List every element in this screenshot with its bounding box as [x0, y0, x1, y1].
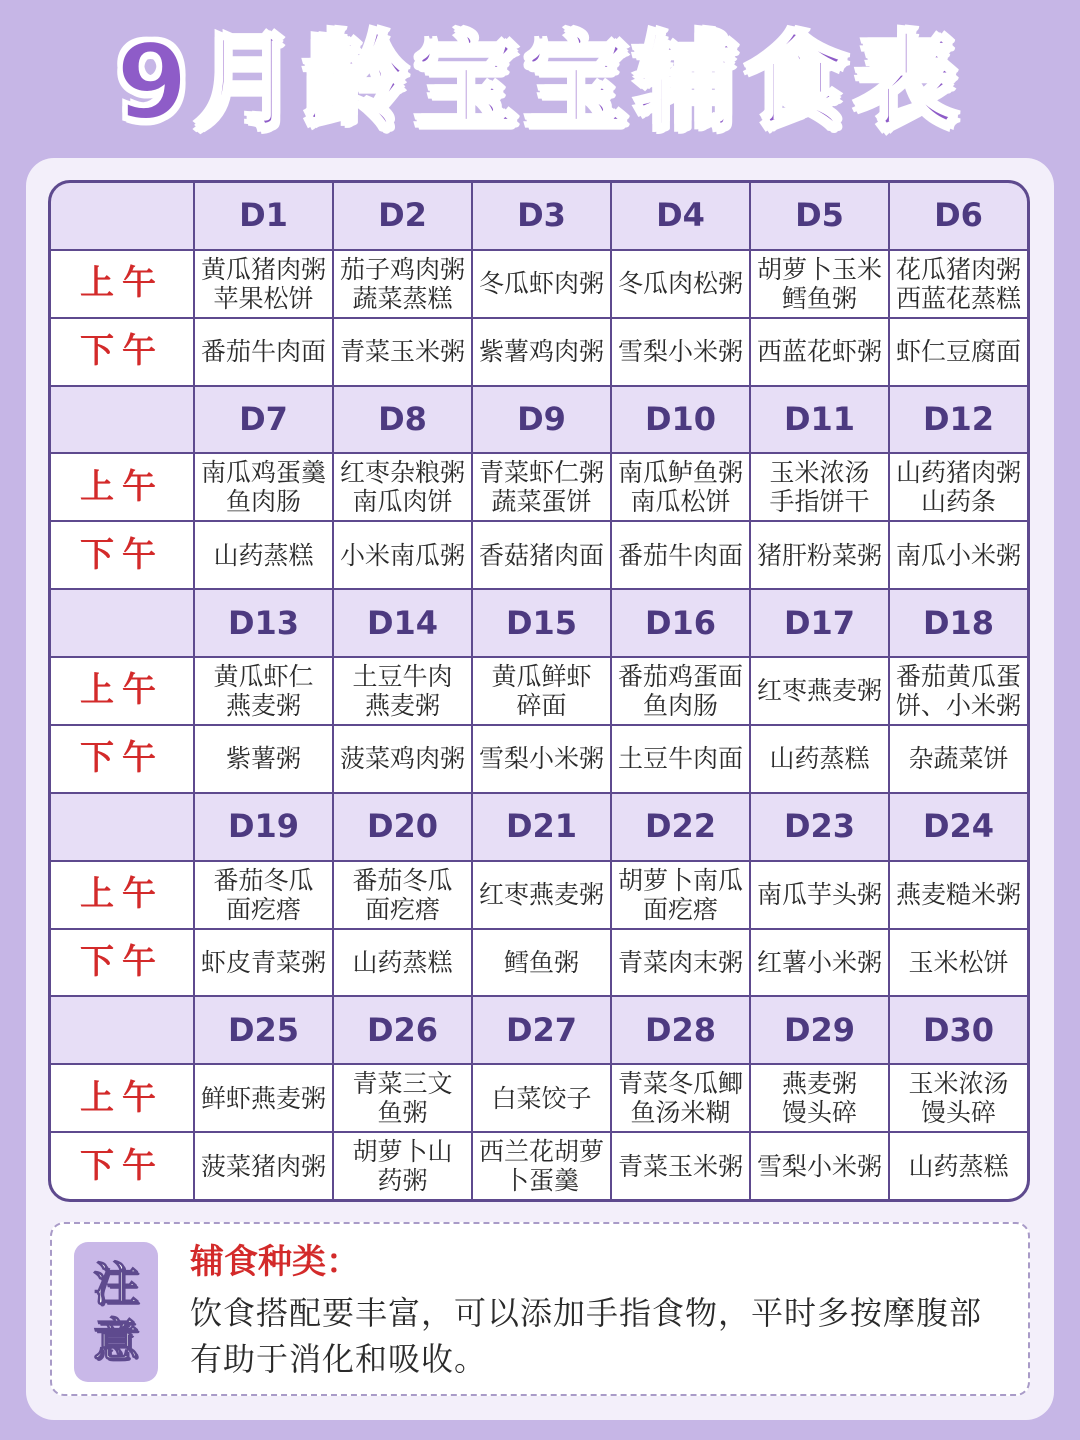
meal-cell-pm: 虾仁豆腐面 — [890, 319, 1027, 385]
meal-cell-am: 玉米浓汤 手指饼干 — [751, 454, 888, 520]
meal-cell-pm: 西兰花胡萝 卜蛋羹 — [473, 1133, 610, 1199]
meal-cell-pm: 番茄牛肉面 — [612, 522, 749, 588]
meal-cell-pm: 玉米松饼 — [890, 930, 1027, 996]
header-corner-cell — [51, 183, 193, 249]
meal-cell-am: 番茄冬瓜 面疙瘩 — [195, 862, 332, 928]
meal-cell-pm: 南瓜小米粥 — [890, 522, 1027, 588]
row-label-am: 上午 — [51, 454, 193, 520]
row-label-am: 上午 — [51, 862, 193, 928]
meal-cell-am: 山药猪肉粥 山药条 — [890, 454, 1027, 520]
meal-cell-am: 红枣杂粮粥 南瓜肉饼 — [334, 454, 471, 520]
header-corner-cell — [51, 387, 193, 453]
meal-cell-pm: 菠菜猪肉粥 — [195, 1133, 332, 1199]
meal-plan-table — [48, 180, 1030, 1202]
day-header: D4 — [612, 183, 749, 249]
meal-cell-pm: 西蓝花虾粥 — [751, 319, 888, 385]
meal-cell-am: 黄瓜猪肉粥 苹果松饼 — [195, 251, 332, 317]
meal-cell-am: 冬瓜肉松粥 — [612, 251, 749, 317]
day-header: D16 — [612, 590, 749, 656]
header-corner-cell — [51, 997, 193, 1063]
row-label-am: 上午 — [51, 658, 193, 724]
day-header: D27 — [473, 997, 610, 1063]
meal-cell-pm: 小米南瓜粥 — [334, 522, 471, 588]
meal-cell-am: 南瓜芋头粥 — [751, 862, 888, 928]
note-badge-bottom: 意 — [93, 1313, 139, 1367]
day-header: D9 — [473, 387, 610, 453]
meal-cell-am: 燕麦粥 馒头碎 — [751, 1065, 888, 1131]
meal-cell-am: 胡萝卜玉米 鳕鱼粥 — [751, 251, 888, 317]
note-heading: 辅食种类： — [190, 1242, 360, 1282]
meal-cell-pm: 雪梨小米粥 — [612, 319, 749, 385]
meal-cell-pm: 雪梨小米粥 — [473, 726, 610, 792]
header-corner-cell — [51, 794, 193, 860]
meal-cell-pm: 紫薯粥 — [195, 726, 332, 792]
day-header: D6 — [890, 183, 1027, 249]
meal-cell-pm: 杂蔬菜饼 — [890, 726, 1027, 792]
meal-cell-pm: 虾皮青菜粥 — [195, 930, 332, 996]
day-header: D15 — [473, 590, 610, 656]
meal-cell-am: 燕麦糙米粥 — [890, 862, 1027, 928]
day-header: D29 — [751, 997, 888, 1063]
day-header: D1 — [195, 183, 332, 249]
row-label-am: 上午 — [51, 251, 193, 317]
meal-cell-am: 南瓜鸡蛋羹 鱼肉肠 — [195, 454, 332, 520]
day-header: D25 — [195, 997, 332, 1063]
row-label-am: 上午 — [51, 1065, 193, 1131]
meal-cell-pm: 红薯小米粥 — [751, 930, 888, 996]
meal-cell-pm: 胡萝卜山 药粥 — [334, 1133, 471, 1199]
meal-cell-am: 番茄冬瓜 面疙瘩 — [334, 862, 471, 928]
row-label-pm: 下午 — [51, 1133, 193, 1199]
page-title: 9月龄宝宝辅食表 — [115, 21, 965, 143]
note-badge — [74, 1242, 158, 1382]
meal-cell-pm: 土豆牛肉面 — [612, 726, 749, 792]
meal-cell-am: 鲜虾燕麦粥 — [195, 1065, 332, 1131]
meal-cell-am: 土豆牛肉 燕麦粥 — [334, 658, 471, 724]
row-label-pm: 下午 — [51, 726, 193, 792]
meal-cell-pm: 青菜玉米粥 — [612, 1133, 749, 1199]
meal-cell-pm: 山药蒸糕 — [751, 726, 888, 792]
meal-cell-am: 花瓜猪肉粥 西蓝花蒸糕 — [890, 251, 1027, 317]
meal-cell-pm: 山药蒸糕 — [195, 522, 332, 588]
meal-cell-pm: 紫薯鸡肉粥 — [473, 319, 610, 385]
day-header: D20 — [334, 794, 471, 860]
day-header: D26 — [334, 997, 471, 1063]
header-corner-cell — [51, 590, 193, 656]
meal-cell-pm: 青菜玉米粥 — [334, 319, 471, 385]
meal-cell-pm: 猪肝粉菜粥 — [751, 522, 888, 588]
note-body: 饮食搭配要丰富，可以添加手指食物，平时多按摩腹部有助于消化和吸收。 — [190, 1294, 983, 1378]
meal-cell-am: 黄瓜鲜虾 碎面 — [473, 658, 610, 724]
day-header: D18 — [890, 590, 1027, 656]
row-label-pm: 下午 — [51, 319, 193, 385]
day-header: D8 — [334, 387, 471, 453]
day-header: D22 — [612, 794, 749, 860]
meal-cell-am: 玉米浓汤 馒头碎 — [890, 1065, 1027, 1131]
day-header: D7 — [195, 387, 332, 453]
day-header: D13 — [195, 590, 332, 656]
meal-cell-am: 红枣燕麦粥 — [473, 862, 610, 928]
row-label-pm: 下午 — [51, 522, 193, 588]
day-header: D19 — [195, 794, 332, 860]
day-header: D24 — [890, 794, 1027, 860]
meal-cell-pm: 香菇猪肉面 — [473, 522, 610, 588]
day-header: D2 — [334, 183, 471, 249]
note-badge-top: 注 — [93, 1257, 139, 1311]
day-header: D3 — [473, 183, 610, 249]
meal-cell-am: 青菜虾仁粥 蔬菜蛋饼 — [473, 454, 610, 520]
day-header: D30 — [890, 997, 1027, 1063]
meal-cell-am: 番茄黄瓜蛋 饼、小米粥 — [890, 658, 1027, 724]
day-header: D11 — [751, 387, 888, 453]
meal-cell-am: 番茄鸡蛋面 鱼肉肠 — [612, 658, 749, 724]
meal-cell-am: 南瓜鲈鱼粥 南瓜松饼 — [612, 454, 749, 520]
day-header: D14 — [334, 590, 471, 656]
meal-cell-am: 白菜饺子 — [473, 1065, 610, 1131]
meal-cell-am: 青菜三文 鱼粥 — [334, 1065, 471, 1131]
meal-cell-pm: 番茄牛肉面 — [195, 319, 332, 385]
meal-cell-am: 冬瓜虾肉粥 — [473, 251, 610, 317]
meal-cell-pm: 山药蒸糕 — [334, 930, 471, 996]
day-header: D28 — [612, 997, 749, 1063]
meal-cell-am: 黄瓜虾仁 燕麦粥 — [195, 658, 332, 724]
row-label-pm: 下午 — [51, 930, 193, 996]
day-header: D12 — [890, 387, 1027, 453]
meal-cell-pm: 菠菜鸡肉粥 — [334, 726, 471, 792]
note-box — [50, 1222, 1030, 1396]
meal-cell-pm: 雪梨小米粥 — [751, 1133, 888, 1199]
day-header: D21 — [473, 794, 610, 860]
meal-cell-am: 茄子鸡肉粥 蔬菜蒸糕 — [334, 251, 471, 317]
meal-cell-pm: 山药蒸糕 — [890, 1133, 1027, 1199]
meal-cell-am: 红枣燕麦粥 — [751, 658, 888, 724]
meal-cell-pm: 青菜肉末粥 — [612, 930, 749, 996]
meal-cell-am: 胡萝卜南瓜 面疙瘩 — [612, 862, 749, 928]
meal-cell-am: 青菜冬瓜鲫 鱼汤米糊 — [612, 1065, 749, 1131]
day-header: D5 — [751, 183, 888, 249]
day-header: D17 — [751, 590, 888, 656]
day-header: D10 — [612, 387, 749, 453]
meal-cell-pm: 鳕鱼粥 — [473, 930, 610, 996]
day-header: D23 — [751, 794, 888, 860]
